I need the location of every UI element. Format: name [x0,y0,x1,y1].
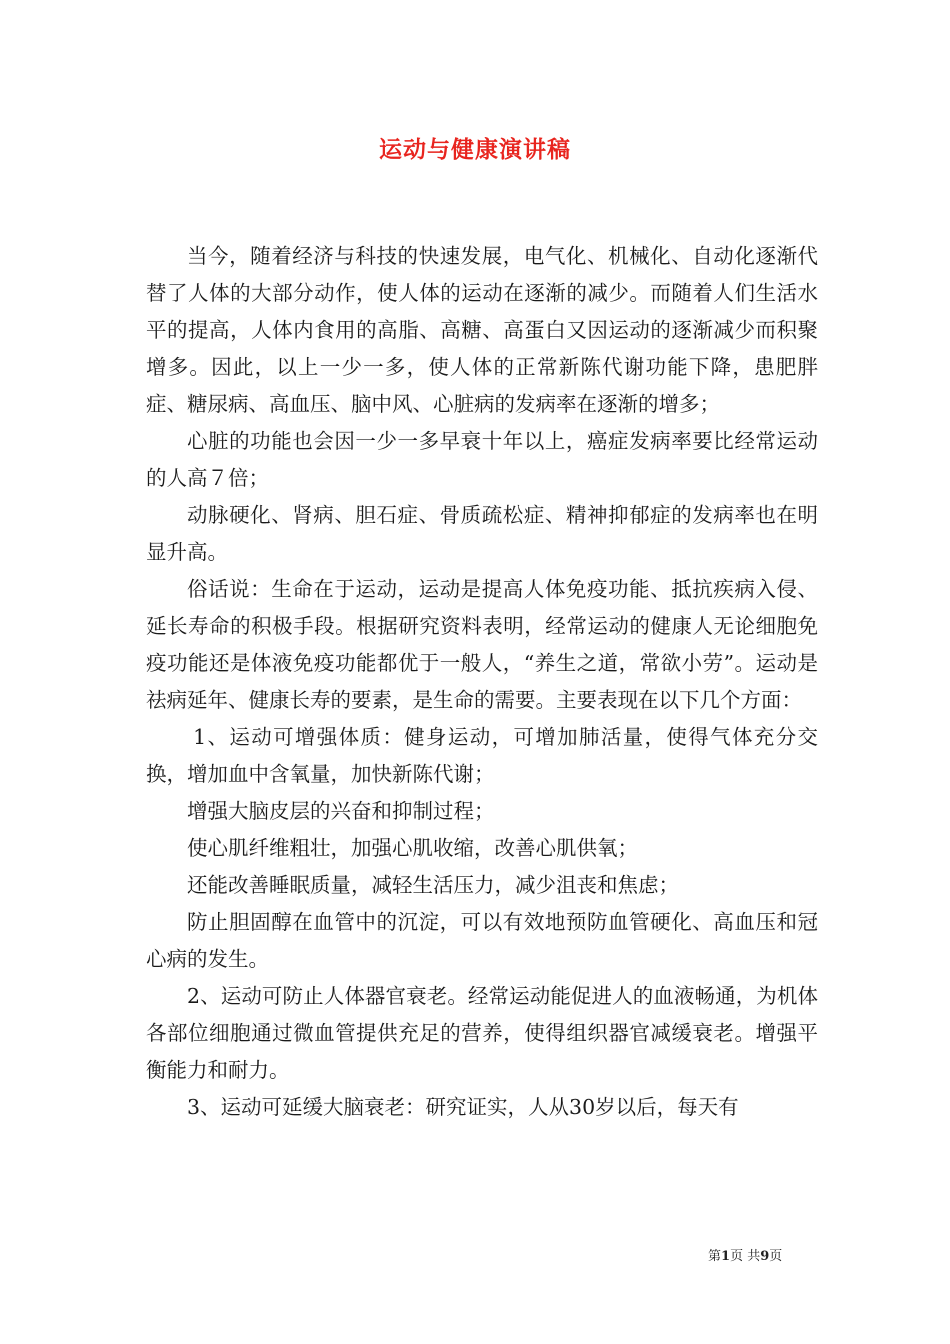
paragraph-brain-cortex: 增强大脑皮层的兴奋和抑制过程； [187,799,495,823]
paragraph-heart: 心脏的功能也会因一少一多早衰十年以上，癌症发病率要比经常运动的人高７倍； [146,429,818,490]
page-footer [708,1245,782,1264]
paragraph-sleep: 还能改善睡眠质量，减轻生活压力，减少沮丧和焦虑； [187,873,679,897]
paragraph-point-2: 2、运动可防止人体器官衰老。经常运动能促进人的血液畅通，为机体各部位细胞通过微血管提供充足的营养，使得组织器官减缓衰老。增强平衡能力和耐力。 [146,984,818,1082]
footer-page-number: 1 [721,1249,731,1264]
paragraph-point-3: 3、运动可延缓大脑衰老：研究证实，人从30岁以后，每天有 [187,1095,739,1119]
footer-total-pages: 9 [760,1249,770,1264]
footer-middle: 页 共 [730,1249,761,1264]
footer-prefix: 第 [708,1249,722,1264]
paragraph-cholesterol: 防止胆固醇在血管中的沉淀，可以有效地预防血管硬化、高血压和冠心病的发生。 [146,910,818,971]
footer-suffix: 页 [769,1249,783,1264]
paragraph-cardiac: 使心肌纤维粗壮，加强心肌收缩，改善心肌供氧； [187,836,638,860]
paragraph-intro: 当今，随着经济与科技的快速发展，电气化、机械化、自动化逐渐代替了人体的大部分动作，使人体的运动在逐渐的减少。而随着人们生活水平的提高，人体内食用的高脂、高糖、高蛋白又因运动的逐渐减少而积聚增多。因此，以上一少一多，使人体的正常新陈代谢功能下降，患肥胖症、糖尿病、高血压、脑中风、心脏病的发病率在逐渐的增多； [146,244,818,416]
document-body [146,238,818,1126]
page-title: 运动与健康演讲稿 [379,137,571,163]
paragraph-arteries: 动脉硬化、肾病、胆石症、骨质疏松症、精神抑郁症的发病率也在明显升高。 [146,503,818,564]
paragraph-point-1: 1、运动可增强体质：健身运动，可增加肺活量，使得气体充分交换，增加血中含氧量，加快新陈代谢； [146,725,818,786]
paragraph-proverb: 俗话说：生命在于运动，运动是提高人体免疫功能、抵抗疾病入侵、延长寿命的积极手段。根据研究资料表明，经常运动的健康人无论细胞免疫功能还是体液免疫功能都优于一般人，“养生之道，常欲小劳”。运动是祛病延年、健康长寿的要素，是生命的需要。主要表现在以下几个方面： [146,577,818,712]
